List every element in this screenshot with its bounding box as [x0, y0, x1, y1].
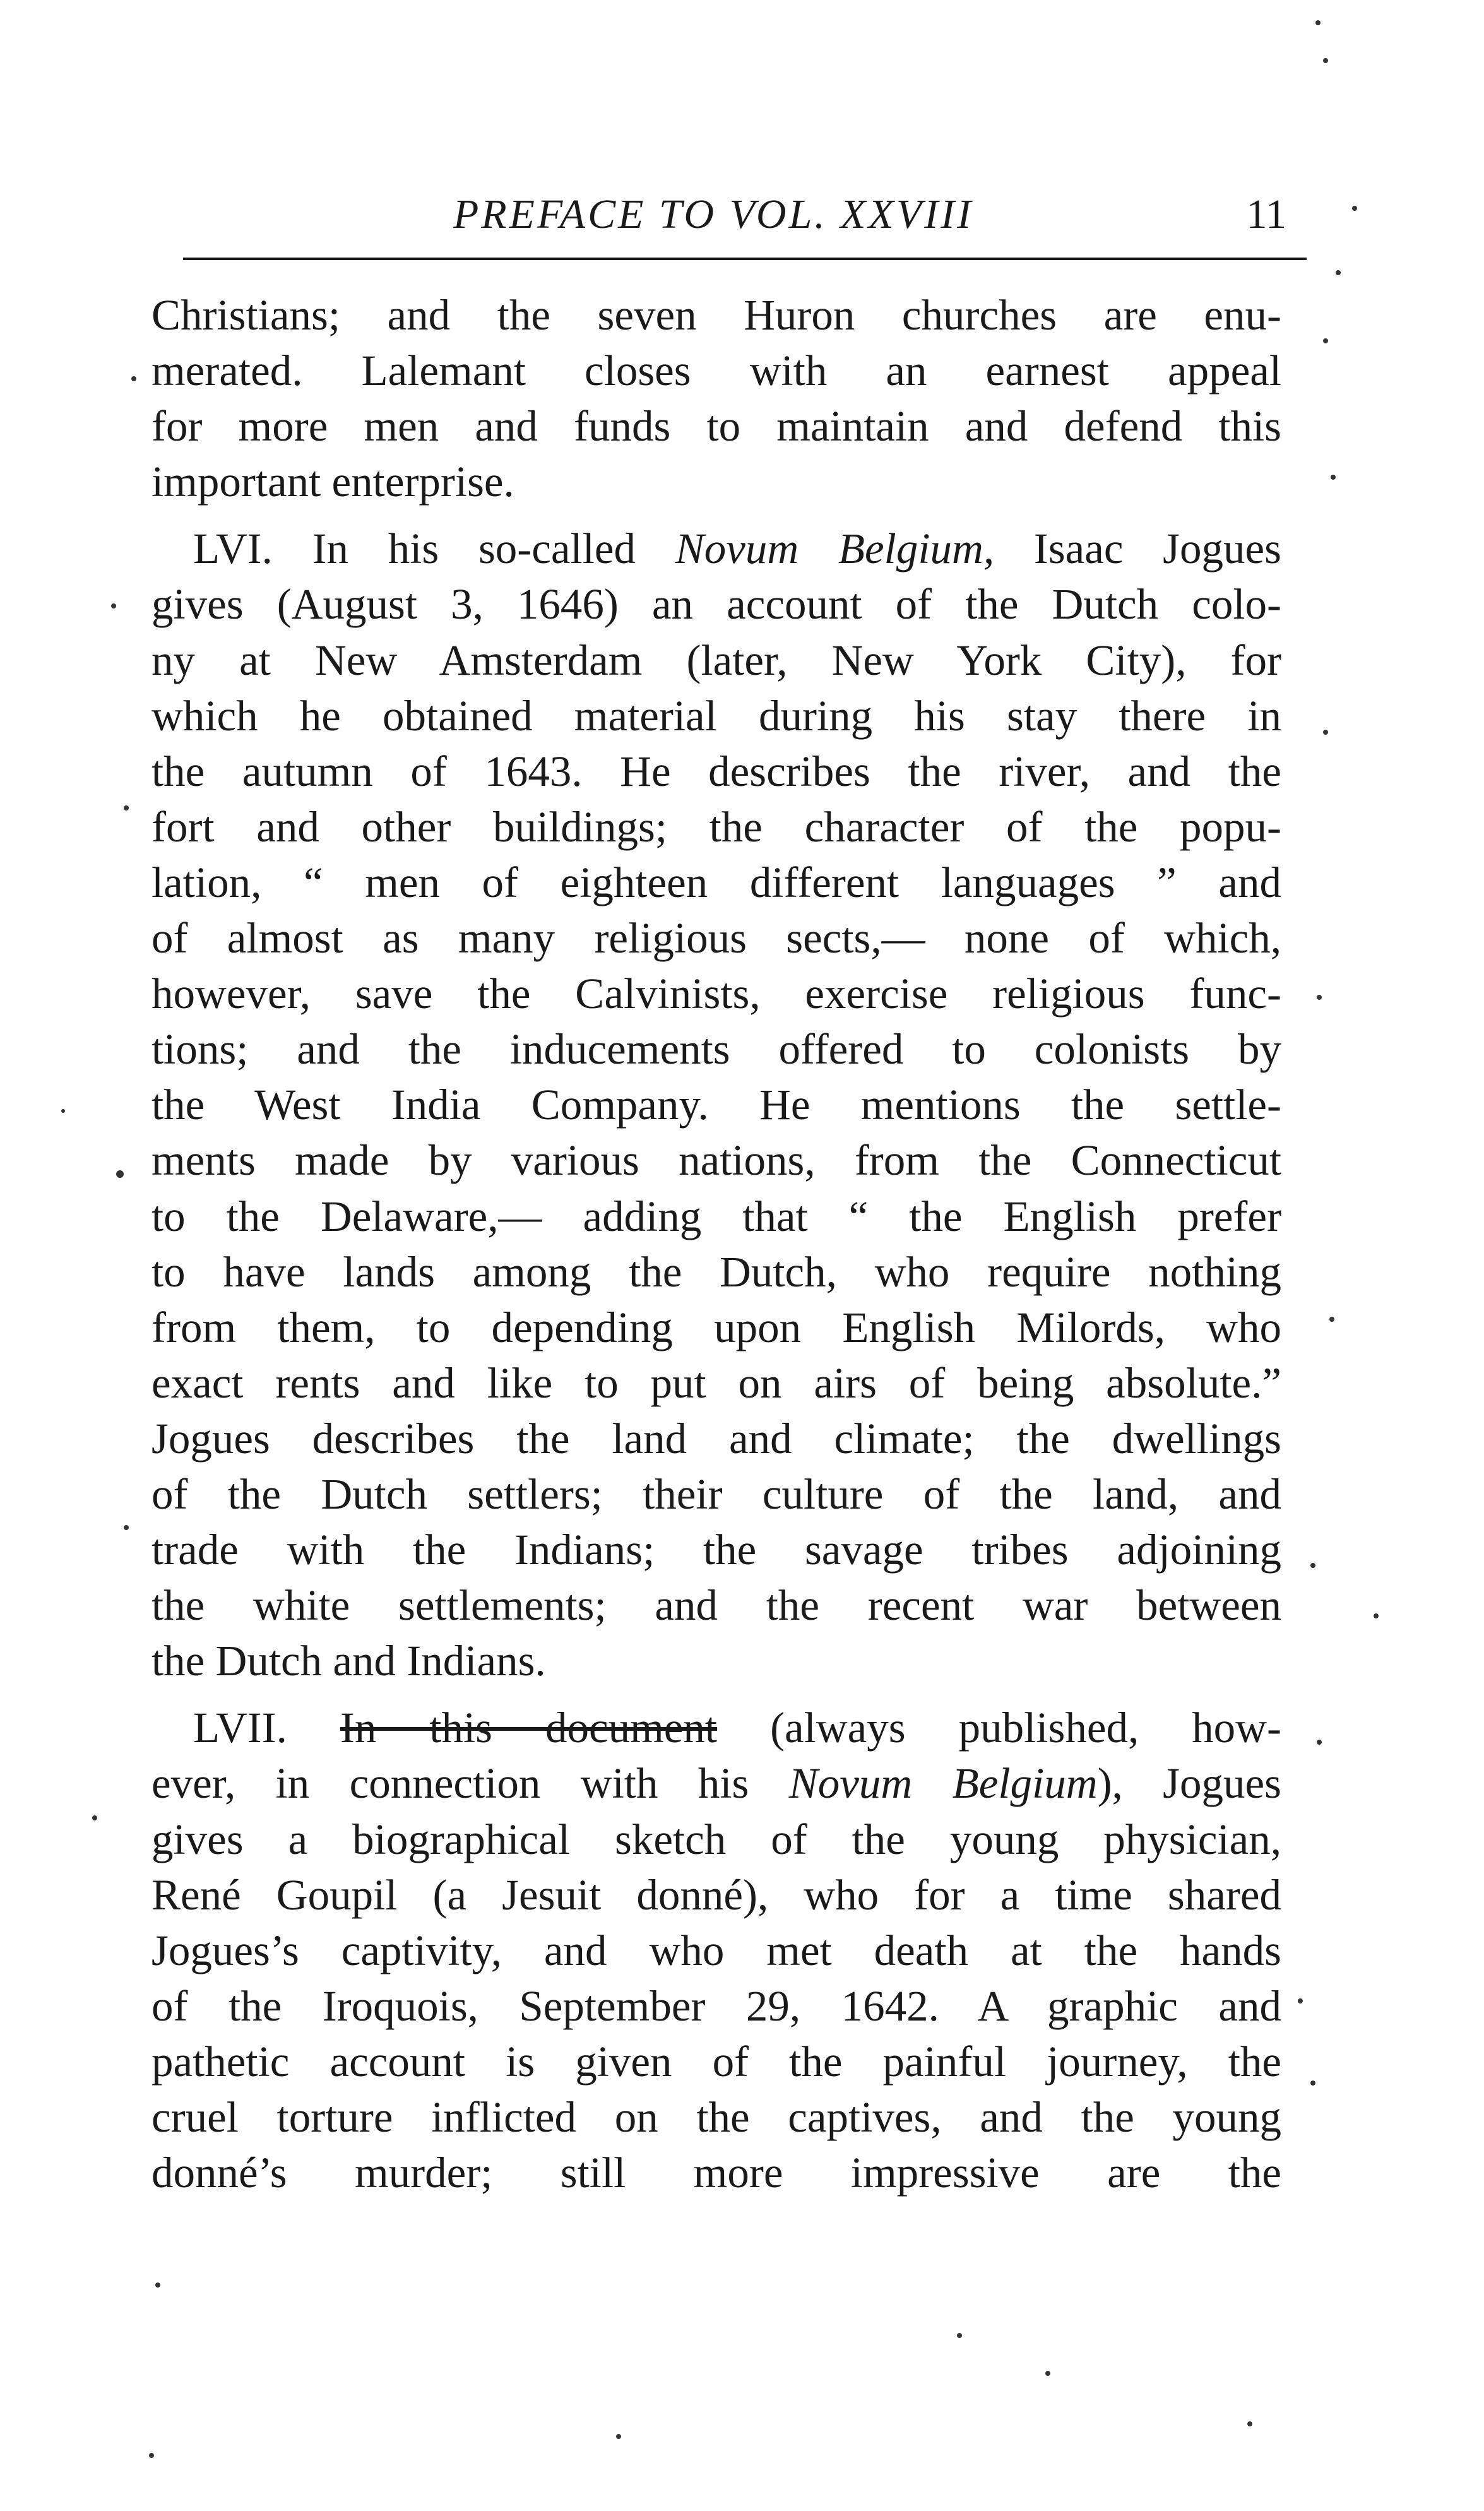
text-line: to have lands among the Dutch, who require nothing — [151, 1247, 1281, 1296]
body-text — [151, 287, 1281, 2212]
text-line: for more men and funds to maintain and defend this — [151, 402, 1281, 451]
text-segment: ever, in connection with his — [151, 1759, 789, 1808]
struck-text: In this document — [340, 1704, 718, 1752]
text-line — [151, 521, 1281, 576]
text-line: the white settlements; and the recent war between — [151, 1581, 1281, 1630]
text-line: exact rents and like to put on airs of being absolute.” — [151, 1358, 1281, 1407]
text-line: of almost as many religious sects,— none of which, — [151, 914, 1281, 963]
text-line: of the Dutch settlers; their culture of the land, and — [151, 1469, 1281, 1518]
text-line: pathetic account is given of the painful journey, the — [151, 2037, 1281, 2086]
text-line: trade with the Indians; the savage tribes adjoining — [151, 1526, 1281, 1574]
text-line — [151, 1700, 1281, 1755]
running-head — [157, 189, 1286, 252]
text-line: cruel torture inflicted on the captives, and the young — [151, 2093, 1281, 2141]
text-segment: Isaac Jogues — [994, 525, 1282, 573]
text-line: tions; and the inducements offered to colonists by — [151, 1025, 1281, 1074]
text-segment: ), Jogues — [1097, 1759, 1282, 1808]
text-line: ny at New Amsterdam (later, New York City), for — [151, 636, 1281, 684]
text-line: Jogues describes the land and climate; the dwellings — [151, 1414, 1281, 1463]
paragraph-lvii — [151, 1700, 1281, 2200]
text-line: the West India Company. He mentions the settle- — [151, 1081, 1281, 1129]
text-line: gives (August 3, 1646) an account of the Dutch colo- — [151, 580, 1281, 629]
paragraph-lvi — [151, 521, 1281, 1689]
running-title: PREFACE TO VOL. XXVIII — [453, 191, 974, 237]
text-line: merated. Lalemant closes with an earnest appeal — [151, 347, 1281, 395]
text-line: Christians; and the seven Huron churches are enu- — [151, 291, 1281, 339]
text-line: of the Iroquois, September 29, 1642. A graphic and — [151, 1981, 1281, 2030]
text-line: donné’s murder; still more impressive are the — [151, 2149, 1281, 2197]
text-line: however, save the Calvinists, exercise religious func- — [151, 970, 1281, 1018]
text-segment: LVII. — [193, 1704, 340, 1752]
text-line: to the Delaware,— adding that “ the English prefer — [151, 1192, 1281, 1240]
text-line: gives a biographical sketch of the young physician, — [151, 1815, 1281, 1863]
text-line: Jogues’s captivity, and who met death at the hands — [151, 1926, 1281, 1974]
book-title: Novum Belgium — [788, 1759, 1098, 1808]
text-line: which he obtained material during his stay there in — [151, 691, 1281, 740]
text-line: from them, to depending upon English Milords, who — [151, 1303, 1281, 1351]
book-title: Novum Belgium, — [675, 525, 995, 573]
text-line: the autumn of 1643. He describes the river, and the — [151, 747, 1281, 795]
text-line: important enterprise. — [151, 458, 514, 506]
text-line: ments made by various nations, from the Connecticut — [151, 1136, 1281, 1185]
text-segment: LVI. In his so-called — [193, 525, 675, 573]
text-line — [151, 1755, 1281, 1811]
header-rule — [183, 258, 1307, 260]
text-line: René Goupil (a Jesuit donné), who for a time shared — [151, 1870, 1281, 1919]
text-segment: (always published, how- — [717, 1704, 1281, 1752]
text-line: the Dutch and Indians. — [151, 1637, 546, 1685]
paragraph-continuation — [151, 287, 1281, 509]
text-line: fort and other buildings; the character of the popu- — [151, 802, 1281, 851]
page-number: 11 — [1246, 191, 1286, 237]
text-line: lation, “ men of eighteen different languages ” and — [151, 858, 1281, 906]
